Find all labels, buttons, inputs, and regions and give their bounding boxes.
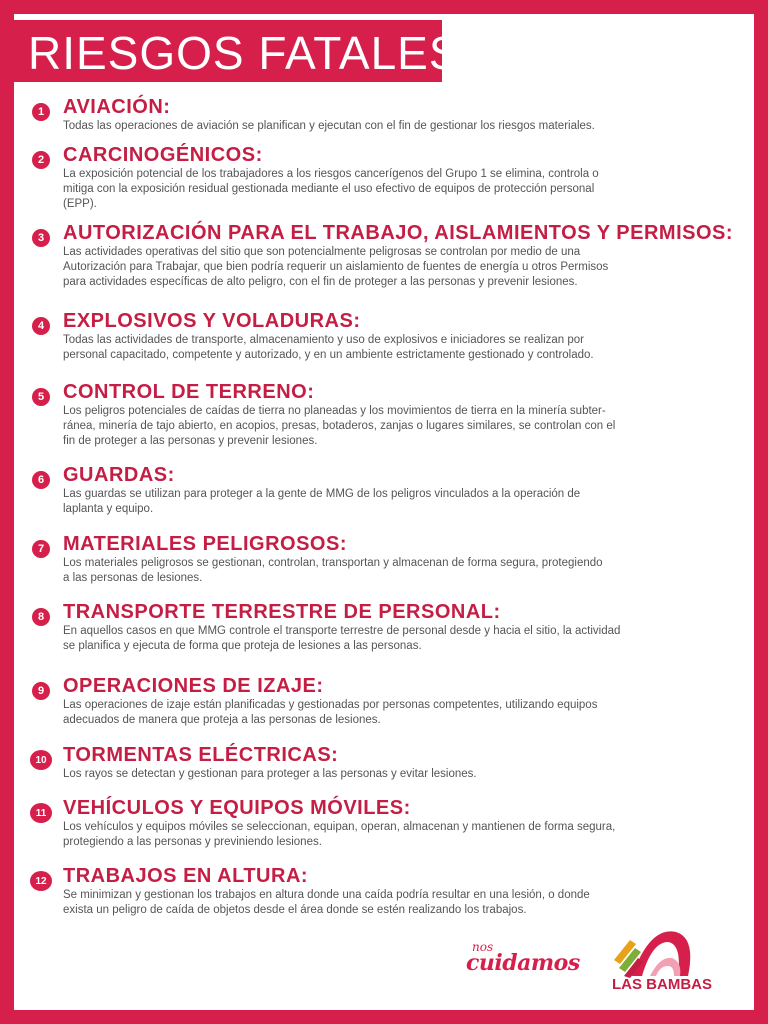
item-number-badge: 7 [32, 540, 50, 558]
item-number-badge: 5 [32, 388, 50, 406]
las-bambas-name: LAS BAMBAS [612, 976, 712, 993]
risk-description: La exposición potencial de los trabajadores a los riesgos cancerígenos del Grupo 1 se elimina, controla o mitiga con la exposición residual gestionada mediante el uso efectivo de equipos de protección personal (EPP). [63, 168, 599, 210]
risk-description: Se minimizan y gestionan los trabajos en altura donde una caída podría resultar en una lesión, o donde exista un peligro de caída de objetos desde el área donde se estén realizando los trabajos. [63, 889, 590, 916]
risk-description: Los peligros potenciales de caídas de tierra no planeadas y los movimientos de tierra en la minería subter- ránea, minería de tajo abierto, en acopios, presas, botaderos, zanjas o lugares similares, se controlan con el fin de proteger a las personas y prevenir lesiones. [63, 405, 616, 447]
risk-description: En aquellos casos en que MMG controle el transporte terrestre de personal desde y hacia el sitio, la actividad se planifica y ejecuta de forma que proteja de lesiones a las personas. [63, 625, 621, 652]
cuidamos-big-text: cuidamos [466, 950, 580, 976]
risk-heading: VEHÍCULOS Y EQUIPOS MÓVILES: [63, 797, 411, 819]
item-number-badge: 1 [32, 103, 50, 121]
page-title: RIESGOS FATALES [28, 27, 461, 79]
item-number-badge: 12 [30, 871, 52, 891]
risk-heading: EXPLOSIVOS Y VOLADURAS: [63, 310, 361, 332]
risk-description: Las guardas se utilizan para proteger a la gente de MMG de los peligros vinculados a la operación de laplanta y equipo. [63, 488, 581, 515]
risk-description: Las operaciones de izaje están planificadas y gestionadas por personas competentes, utilizando equipos adecuados de manera que proteja a las personas de lesiones. [63, 699, 598, 726]
las-bambas-arch-icon [610, 928, 730, 978]
las-bambas-logo [610, 928, 730, 998]
item-number-badge: 8 [32, 608, 50, 626]
item-number-badge: 10 [30, 750, 52, 770]
item-number-badge: 9 [32, 682, 50, 700]
cuidamos-small-text: nos [472, 940, 494, 954]
risk-description: Los rayos se detectan y gestionan para proteger a las personas y evitar lesiones. [63, 768, 477, 780]
risk-description: Los vehículos y equipos móviles se seleccionan, equipan, operan, almacenan y mantienen de forma segura, protegiendo a las personas y previniendo lesiones. [63, 821, 616, 848]
risk-heading: AUTORIZACIÓN PARA EL TRABAJO, AISLAMIENTOS Y PERMISOS: [63, 222, 734, 244]
item-number-badge: 6 [32, 471, 50, 489]
risk-heading: OPERACIONES DE IZAJE: [63, 675, 324, 697]
item-number-badge: 2 [32, 151, 50, 169]
risk-heading: TRABAJOS EN ALTURA: [63, 865, 309, 887]
risk-description: Todas las actividades de transporte, almacenamiento y uso de explosivos e iniciadores se realizan por personal capacitado, competente y autorizado, y en un ambiente estrictamente gestionado y controlado. [63, 334, 594, 361]
risk-description: Todas las operaciones de aviación se planifican y ejecutan con el fin de gestionar los riesgos materiales. [63, 120, 595, 132]
risk-description: Los materiales peligrosos se gestionan, controlan, transportan y almacenan de forma segura, protegiendo a las personas de lesiones. [63, 557, 603, 584]
risk-heading: CARCINOGÉNICOS: [63, 144, 263, 166]
nos-cuidamos-logo [466, 940, 580, 990]
risk-heading: TRANSPORTE TERRESTRE DE PERSONAL: [63, 601, 501, 623]
risk-heading: GUARDAS: [63, 464, 175, 486]
risk-heading: CONTROL DE TERRENO: [63, 381, 315, 403]
item-number-badge: 3 [32, 229, 50, 247]
risk-description: Las actividades operativas del sitio que son potencialmente peligrosas se controlan por medio de una Autorización para Trabajar, que bien podría requerir un aislamiento de fuentes de energía u otros Permisos para actividades específicas de alto peligro, con el fin de proteger a las personas y prevenir lesiones. [63, 246, 609, 288]
risk-heading: AVIACIÓN: [63, 96, 171, 118]
risk-heading: TORMENTAS ELÉCTRICAS: [63, 744, 339, 766]
item-number-badge: 11 [30, 803, 52, 823]
item-number-badge: 4 [32, 317, 50, 335]
risk-heading: MATERIALES PELIGROSOS: [63, 533, 347, 555]
